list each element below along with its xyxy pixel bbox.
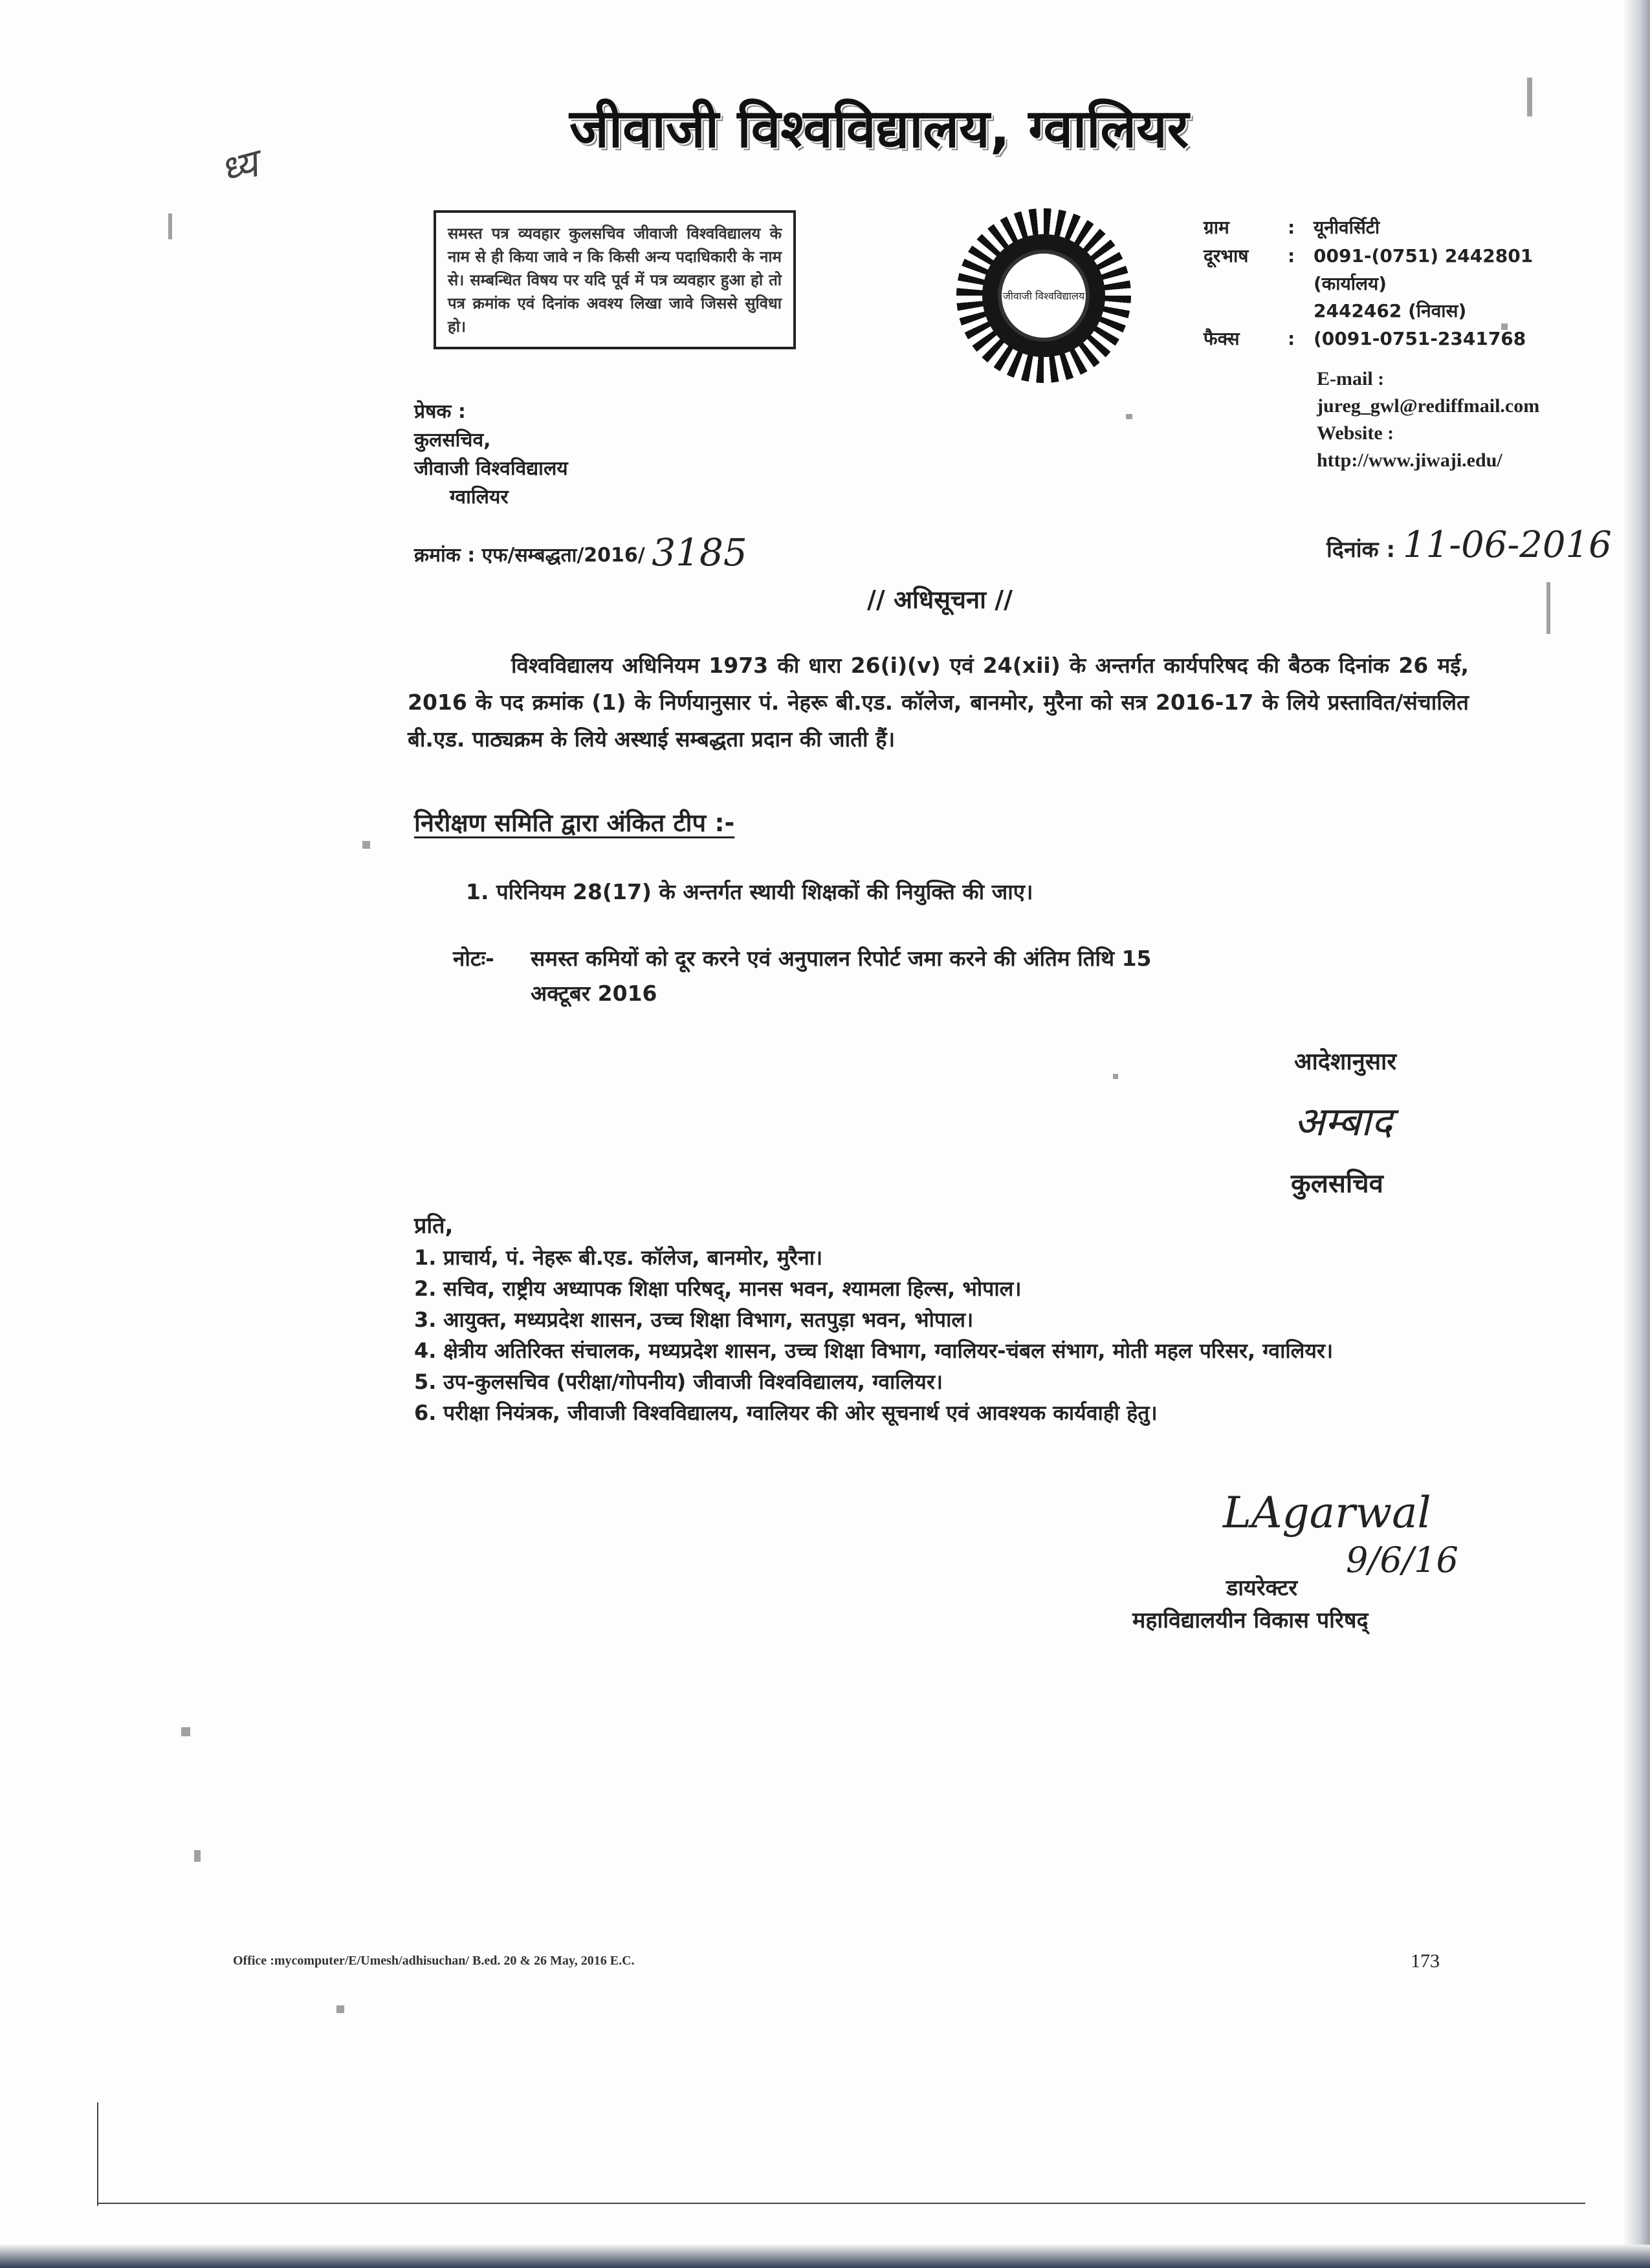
registrar-signature: अम्बाद (1294, 1098, 1392, 1145)
note-label: नोटः- (453, 946, 494, 971)
sender-block (414, 398, 568, 512)
sender-line2: जीवाजी विश्वविद्यालय (414, 457, 568, 480)
list-item: 3. आयुक्त, मध्यप्रदेश शासन, उच्च शिक्षा विभाग, सतपुड़ा भवन, भोपाल। (414, 1307, 974, 1332)
sender-line3: ग्वालियर (450, 486, 509, 508)
seal-core (998, 250, 1090, 342)
phone-office-note: (कार्यालय) (1314, 273, 1387, 294)
university-title: जीवाजी विश्वविद्यालय, ग्वालियर (569, 98, 1189, 160)
reference-handwritten-number: 3185 (652, 530, 747, 574)
copy-to-label: प्रति, (414, 1213, 454, 1239)
phone-office: 0091-(0751) 2442801 (1314, 245, 1534, 267)
notification-body: विश्वविद्यालय अधिनियम 1973 की धारा 26(i)(v) एवं 24(xii) के अन्तर्गत कार्यपरिषद की बैठक दिनांक 26 मई, 2016 के पद क्रमांक (1) के निर्णयानुसार पं. नेहरू बी.एड. कॉलेज, बानमोर, मुरैना को सत्र 2016-17 के लिये प्रस्तावित/संचालित बी.एड. पाठ्यक्रम के लिये अस्थाई सम्बद्धता प्रदान की जाती हैं। (408, 653, 1469, 752)
registrar-designation: कुलसचिव (1291, 1169, 1383, 1199)
web-contact (1317, 365, 1608, 474)
email-label: E-mail : (1317, 368, 1385, 389)
footer-file-path: Office :mycomputer/E/Umesh/adhisuchan/ B.ed. 20 & 26 May, 2016 E.C. (233, 1954, 635, 1968)
list-item: 4. क्षेत्रीय अतिरिक्त संचालक, मध्यप्रदेश शासन, उच्च शिक्षा विभाग, ग्वालियर-चंबल संभाग, मोती महल परिसर, ग्वालियर। (414, 1338, 1334, 1363)
inspection-point-1: 1. परिनियम 28(17) के अन्तर्गत स्थायी शिक्षकों की नियुक्ति की जाए। (466, 879, 1033, 904)
note-text-continued: अक्टूबर 2016 (531, 981, 657, 1006)
copy-to-list (414, 1242, 1475, 1428)
sender-line1: कुलसचिव, (414, 429, 491, 452)
page-number: 173 (1411, 1950, 1440, 1972)
gram-label: ग्राम (1204, 217, 1229, 238)
fax-value: (0091-0751-2341768 (1314, 328, 1526, 349)
phone-home: 2442462 (निवास) (1314, 300, 1467, 322)
list-item: 2. सचिव, राष्ट्रीय अध्यापक शिक्षा परिषद्, मानस भवन, श्यामला हिल्स, भोपाल। (414, 1276, 1022, 1301)
instruction-text: समस्त पत्र व्यवहार कुलसचिव जीवाजी विश्वविद्यालय के नाम से ही किया जावे न कि किसी अन्य पदाधिकारी के नाम से। सम्बन्धित विषय पर यदि पूर्व में पत्र व्यवहार हुआ हो तो पत्र क्रमांक एवं दिनांक अवश्य लिखा जावे जिससे सुविधा हो। (448, 224, 782, 336)
fax-label: फैक्स (1204, 328, 1240, 349)
date-handwritten-value: 11-06-2016 (1402, 524, 1612, 566)
list-item: 6. परीक्षा नियंत्रक, जीवाजी विश्वविद्यालय, ग्वालियर की ओर सूचनार्थ एवं आवश्यक कार्यवाही हेतु। (414, 1401, 1158, 1425)
scan-edge-right (1624, 0, 1650, 2268)
scan-edge-bottom (0, 2245, 1650, 2268)
director-signature-date: 9/6/16 (1346, 1540, 1458, 1580)
website-label: Website : (1317, 422, 1394, 444)
contact-phone-row: दूरभाष : 0091-(0751) 2442801 (1204, 242, 1605, 270)
reference-date (1326, 524, 1612, 566)
contact-gram-row: ग्राम : यूनीवर्सिटी (1204, 213, 1605, 242)
contact-fax-row: फैक्स : (0091-0751-2341768 (1204, 325, 1605, 353)
note-text: समस्त कमियों को दूर करने एवं अनुपालन रिपोर्ट जमा करने की अंतिम तिथि 15 (531, 946, 1152, 971)
sender-label: प्रेषक : (414, 400, 466, 423)
email-value: jureg_gwl@rediffmail.com (1317, 395, 1540, 417)
seal-text: जीवाजी विश्वविद्यालय (1002, 290, 1085, 302)
director-signature: LAgarwal (1223, 1488, 1431, 1538)
director-title: डायरेक्टर (1226, 1575, 1298, 1601)
council-name: महाविद्यालयीन विकास परिषद् (1132, 1608, 1369, 1633)
contact-details (1204, 213, 1605, 353)
list-item: 5. उप-कुलसचिव (परीक्षा/गोपनीय) जीवाजी विश्वविद्यालय, ग्वालियर। (414, 1369, 943, 1394)
website-value: http://www.jiwaji.edu/ (1317, 450, 1502, 471)
reference-number (414, 530, 747, 574)
seal-ring (982, 234, 1105, 357)
date-label: दिनांक : (1326, 537, 1396, 563)
inspection-heading: निरीक्षण समिति द्वारा अंकित टीप :- (414, 809, 735, 837)
notification-heading: // अधिसूचना // (867, 585, 1013, 614)
scan-border-line (97, 2203, 1585, 2204)
list-item: 1. प्राचार्य, पं. नेहरू बी.एड. कॉलेज, बानमोर, मुरैना। (414, 1245, 823, 1270)
instruction-box (434, 210, 796, 349)
scan-border-line (97, 2102, 98, 2206)
reference-label: क्रमांक : एफ/सम्बद्धता/2016/ (414, 544, 645, 567)
inspection-note (453, 941, 1398, 1011)
gram-value: यूनीवर्सिटी (1314, 217, 1380, 238)
phone-label: दूरभाष (1204, 245, 1249, 267)
university-seal-icon (956, 208, 1131, 383)
corner-handwritten-mark: ध्य (215, 140, 263, 195)
order-label: आदेशानुसार (1294, 1049, 1397, 1075)
